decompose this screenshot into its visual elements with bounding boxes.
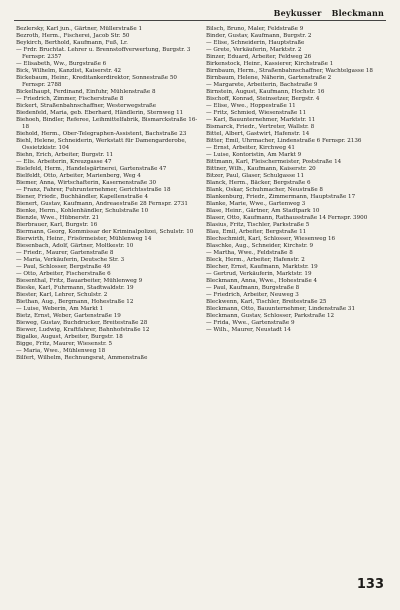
directory-entry: Blase, Heinr., Gärtner, Am Stadtpark 10 xyxy=(206,208,320,214)
directory-entry: Biemer, Anna, Wirtschafterin, Kasernenstraße 30 xyxy=(16,180,157,186)
directory-entry: Bierbrauer, Karl, Burgstr. 16 xyxy=(16,222,98,228)
directory-entry: Blaschke, Aug., Schneider, Kirchstr. 9 xyxy=(206,243,314,249)
directory-entry: Biewer, Ludwig, Kraftfahrer, Bahnhofstraße 12 xyxy=(16,327,150,333)
directory-entry: Bielefeld, Herm., Handelsgärtnerei, Gartenstraße 47 xyxy=(16,166,167,172)
directory-entry: Blaser, Otto, Kaufmann, Rathausstraße 14 Fernspr. 3900 xyxy=(206,215,368,221)
directory-entry: Bickelhaupt, Ferdinand, Einfuhr, Mühlenstraße 8 xyxy=(16,89,156,95)
directory-entry: Biehl, Helene, Schneiderin, Werkstatt für Damengarderobe, Ossietzkistr. 104 xyxy=(16,138,187,151)
directory-entry: — Elise, Schneiderin, Hauptstraße xyxy=(206,40,305,46)
directory-entry: Biehn, Erich, Arbeiter, Burgstr. 11 xyxy=(16,152,114,158)
directory-entry: Birnstein, August, Kaufmann, Hochstr. 16 xyxy=(206,89,325,95)
directory-entry: Blasius, Fritz, Tischler, Parkstraße 5 xyxy=(206,222,310,228)
directory-entry: Bienke, Herm., Kohlenhändler, Schulstraße 10 xyxy=(16,208,149,214)
directory-entry: Blank, Oskar, Schuhmacher, Neustraße 8 xyxy=(206,187,323,193)
directory-entry: Bigge, Fritz, Maurer, Wiesenstr. 5 xyxy=(16,341,113,347)
directory-entry: — Luise, Weberin, Am Markt 1 xyxy=(16,306,104,312)
directory-entry: Bickebaum, Heinr., Kreditankerdirektor, Sonnestraße 50 Fernspr. 2788 xyxy=(16,75,177,88)
directory-entry: Birnbaum, Herm., Straßenbahnschaffner, Wachtelgasse 18 xyxy=(206,68,373,74)
directory-entry: — Frida, Wwe., Gartenstraße 9 xyxy=(206,320,295,326)
directory-entry: Blanck, Herm., Bäcker, Bergstraße 6 xyxy=(206,180,311,186)
directory-entry: Beykirch, Berthold, Kaufmann, Fuß, Lr. xyxy=(16,40,128,46)
directory-entry: — Karl, Bauunternehmer, Marktstr. 11 xyxy=(206,117,316,123)
directory-entry: Bittel, Albert, Gastwirt, Hafenstr. 14 xyxy=(206,131,310,137)
directory-entry: — Wilh., Maurer, Neustadt 14 xyxy=(206,327,291,333)
directory-entry: — Friedrich, Zimmer, Fischerstraße 8 xyxy=(16,96,124,102)
directory-entry: Biester, Karl, Lehrer, Schulstr. 2 xyxy=(16,292,108,298)
directory-entry: Bezlersky, Karl jun., Gärtner, Müllerstraße 1 xyxy=(16,26,143,32)
directory-entry: — Gertrud, Verkäuferin, Marktstr. 19 xyxy=(206,271,312,277)
directory-entry: — Elisabeth, Ww., Burgstraße 6 xyxy=(16,61,107,67)
directory-entry: Bittmann, Karl, Fleischermeister, Poststraße 14 xyxy=(206,159,342,165)
directory-entry: Biedenfeld, Maria, geb. Eberhard, Händlerin, Sternweg 11 xyxy=(16,110,184,116)
directory-entry: — Friedrich, Arbeiter, Neuweg 3 xyxy=(206,292,299,298)
directory-entry: Bilfert, Wilhelm, Rechnungsrat, Ammenstraße xyxy=(16,355,148,361)
directory-entry: — Martha, Wwe., Feldstraße 8 xyxy=(206,250,293,256)
directory-entry: — Franz, Fahrer, Fuhrunternehmer, Gerichtsstraße 18 xyxy=(16,187,171,193)
header-first-name: Beykusser xyxy=(273,8,322,18)
directory-entry: Bieske, Karl, Fuhrmann, Stadtwaldstr. 19 xyxy=(16,285,134,291)
directory-entry: Bigalke, August, Arbeiter, Burgstr. 18 xyxy=(16,334,123,340)
directory-entry: — Luise, Kontoristin, Am Markt 9 xyxy=(206,152,302,158)
left-column xyxy=(16,26,198,362)
directory-entry: — Maria, Verkäuferin, Deutsche Str. 3 xyxy=(16,257,125,263)
running-header xyxy=(274,8,384,18)
header-last-name: Bleckmann xyxy=(331,8,384,18)
page-number: 133 xyxy=(356,577,384,592)
directory-entry: Blanke, Marie, Wwe., Gartenweg 3 xyxy=(206,201,306,207)
directory-entry: — Grete, Verkäuferin, Marktstr. 2 xyxy=(206,47,302,53)
directory-entry: Bismarck, Friedr., Vertreter, Wallstr. 8 xyxy=(206,124,315,130)
directory-entry: Binder, Gustav, Kaufmann, Burgstr. 2 xyxy=(206,33,312,39)
directory-entry: Birkenstock, Heinr., Kassierer, Kirchstraße 1 xyxy=(206,61,334,67)
directory-entry: — Elise, Wwe., Hoppestraße 11 xyxy=(206,103,296,109)
directory-entry: Biesenbach, Adolf, Gärtner, Moltkestr. 10 xyxy=(16,243,134,249)
directory-entry: Bittner, Wilh., Kaufmann, Kaiserstr. 20 xyxy=(206,166,316,172)
directory-entry: — Friedr., Maurer, Gartenstraße 8 xyxy=(16,250,114,256)
directory-entry: — Elis. Arbeiterin, Kreuzgasse 47 xyxy=(16,159,112,165)
directory-entry: Bickert, Straßenbahnschaffner, Westerwegstraße xyxy=(16,103,157,109)
directory-entry: Bleckmann, Otto, Bauunternehmer, Lindenstraße 31 xyxy=(206,306,356,312)
directory-entry: Blechschmidt, Karl, Schlosser, Wiesenweg 16 xyxy=(206,236,336,242)
directory-entry: — Frdr. Bruchtat. Lehrer u. Brennstoffverwertung, Burgstr. 3 Fernspr. 2357 xyxy=(16,47,191,60)
directory-entry: Bitter, Emil, Uhrmacher, Lindenstraße 6 Fernspr. 2136 xyxy=(206,138,362,144)
directory-entry: Bleck, Herm., Arbeiter, Hafenstr. 2 xyxy=(206,257,305,263)
directory-entry: — Paul, Schlosser, Bergstraße 49 xyxy=(16,264,111,270)
directory-entry: Binzer, Eduard, Arbeiter, Feldweg 26 xyxy=(206,54,312,60)
directory-entry: Bezroth, Herm., Fischerei, Jacob Str. 50 xyxy=(16,33,130,39)
directory-entry: Bleckwenn, Karl, Tischler, Breitestraße 25 xyxy=(206,299,327,305)
directory-entry: Biesenthal, Fritz, Bauarbeiter, Mühlenweg 9 xyxy=(16,278,143,284)
directory-entry: — Fritz, Schmied, Wiesenstraße 11 xyxy=(206,110,307,116)
directory-entry: Bieweg, Gustav, Buchdrucker, Breitestraße 28 xyxy=(16,320,148,326)
directory-entry: — Paul, Kaufmann, Burgstraße 8 xyxy=(206,285,300,291)
directory-entry: Biermann, Georg, Kommissar der Kriminalpolizei, Schulstr. 10 xyxy=(16,229,194,235)
directory-entry: Biehoeh, Bindler, Referee, Leihmittelfabrik, Bismarckstraße 16-18 xyxy=(16,117,198,130)
directory-entry: Bietz, Ernst, Weber, Gartenstraße 19 xyxy=(16,313,121,319)
directory-entry: Bitzer, Paul, Glaser, Schulgasse 11 xyxy=(206,173,305,179)
directory-entry: Blecher, Ernst, Kaufmann, Marktstr. 19 xyxy=(206,264,318,270)
directory-entry: Biener, Friedr., Buchhändler, Kapellenstraße 4 xyxy=(16,194,149,200)
header-rule xyxy=(14,20,386,21)
directory-entry: Bielfeldt, Otto, Arbeiter, Marienberg, Weg 4 xyxy=(16,173,141,179)
directory-entry: — Margarete, Arbeiterin, Bachstraße 9 xyxy=(206,82,318,88)
directory-entry: Bischoff, Konrad, Steinsetzer, Bergstr. 4 xyxy=(206,96,320,102)
directory-entry: Biehold, Herm., Ober-Telegraphen-Assistent, Bachstraße 23 xyxy=(16,131,187,137)
directory-entry: Birnbaum, Helene, Näherin, Gartenstraße 2 xyxy=(206,75,332,81)
directory-entry: Bleckmann, Anna, Wwe., Hohestraße 4 xyxy=(206,278,318,284)
directory-entry: Blau, Emil, Arbeiter, Bergstraße 11 xyxy=(206,229,307,235)
directory-entry: — Ernst, Arbeiter, Kirchweg 41 xyxy=(206,145,295,151)
right-column xyxy=(206,26,388,334)
directory-entry: Bilsch, Bruno, Maler, Feldstraße 9 xyxy=(206,26,304,32)
directory-entry: — Maria, Wwe., Mühlenweg 18 xyxy=(16,348,106,354)
directory-entry: Bleckmann, Gustav, Schlosser, Parkstraße 12 xyxy=(206,313,335,319)
directory-entry: Bierwirth, Heinr., Frisörmeister, Mühlenweg 14 xyxy=(16,236,152,242)
directory-entry: Biethan, Aug., Bergmann, Hohestraße 12 xyxy=(16,299,134,305)
directory-entry: Blankenburg, Friedr., Zimmermann, Hauptstraße 17 xyxy=(206,194,356,200)
directory-entry: Bienzle, Wwe., Hübnerstr. 21 xyxy=(16,215,100,221)
directory-entry: Bick, Wilhelm, Kanzlist, Kaiserstr. 42 xyxy=(16,68,122,74)
directory-entry: Bienert, Gustav, Kaufmann, Andreaestraße 28 Fernspr. 2731 xyxy=(16,201,188,207)
directory-entry: — Otto, Arbeiter, Fischerstraße 6 xyxy=(16,271,111,277)
